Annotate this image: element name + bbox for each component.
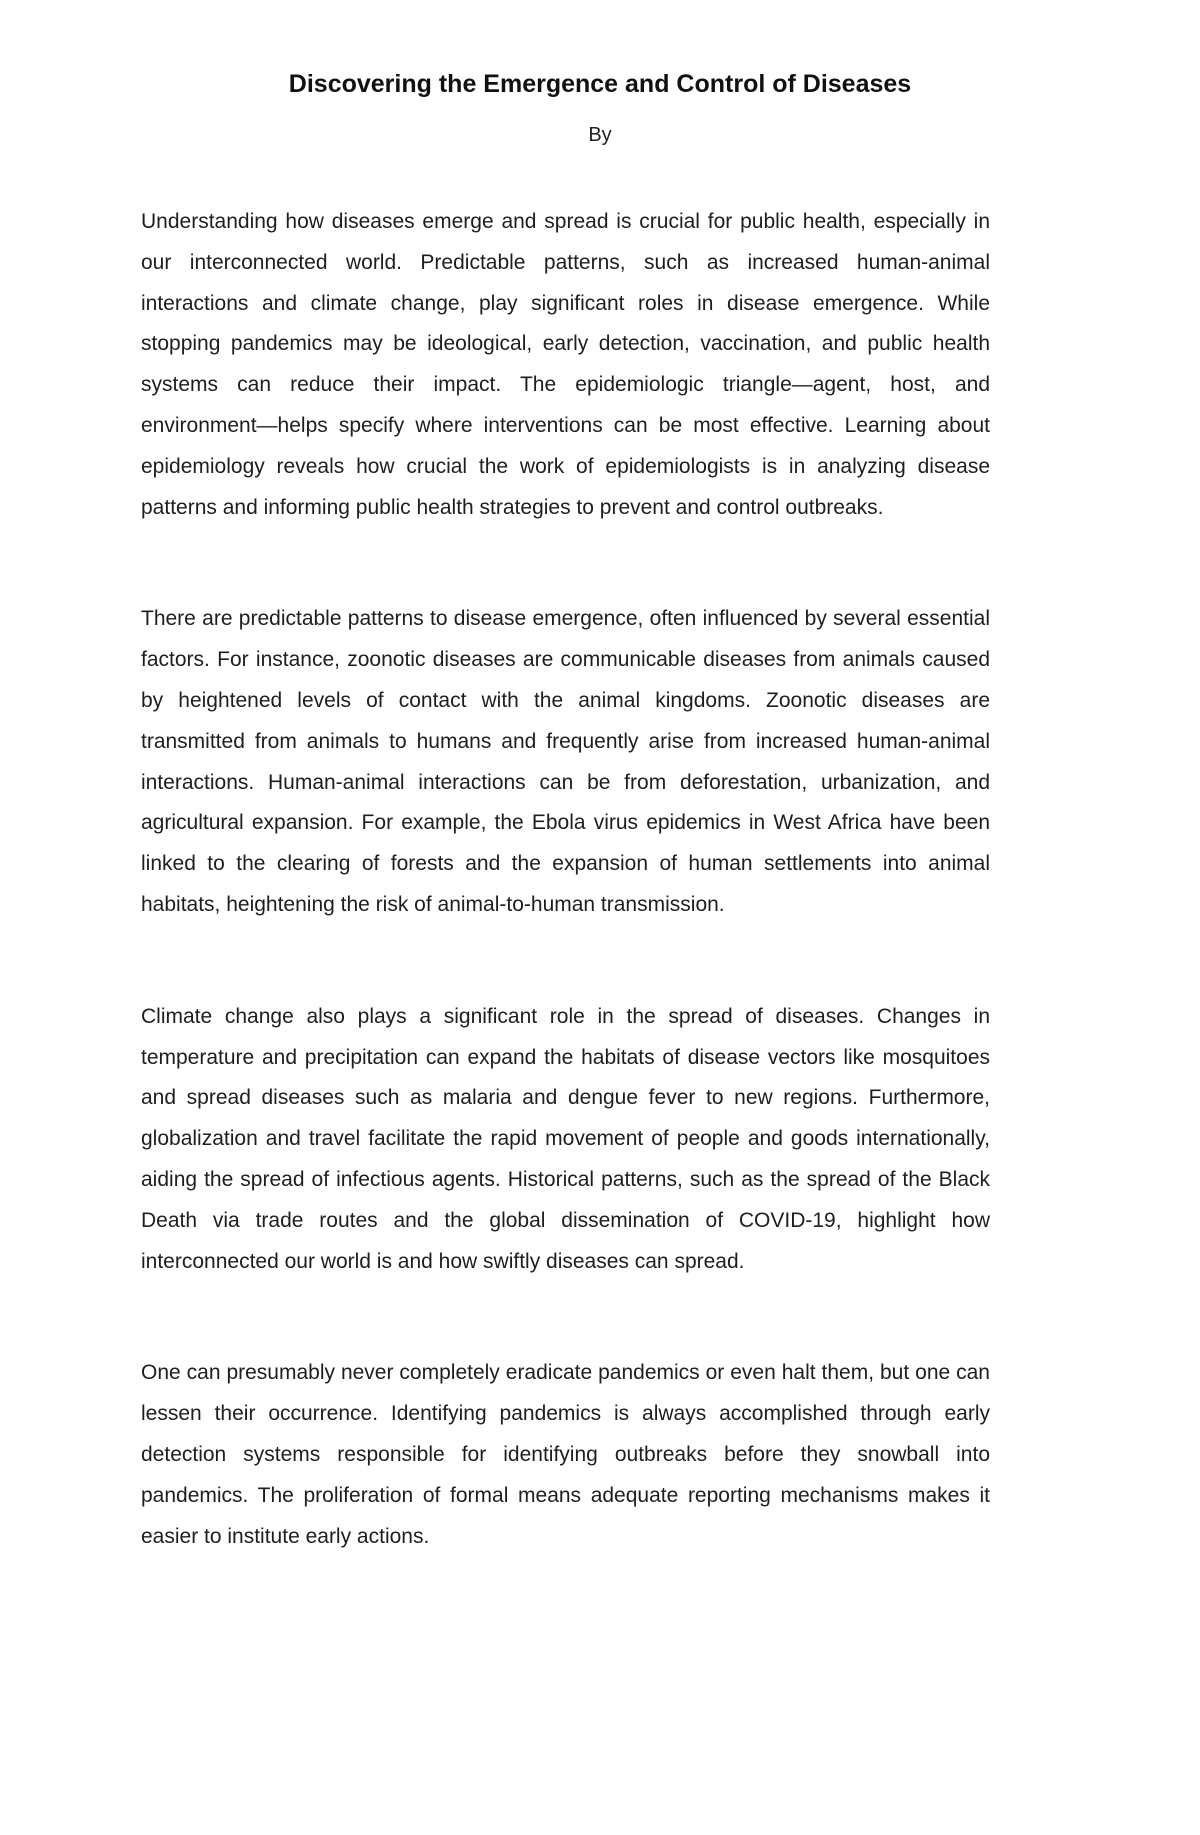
document-body	[141, 202, 990, 1628]
paragraph-pandemics: One can presumably never completely eradicate pandemics or even halt them, but one can lessen their occurrence. Identifying pandemics is always accomplished through early detection systems responsible for identifying outbreaks before they snowball into pandemics. The proliferation of formal means adequate reporting mechanisms makes it easier to institute early actions.	[141, 1361, 990, 1548]
paragraph-climate: Climate change also plays a significant role in the spread of diseases. Changes in temperature and precipitation can expand the habitats of disease vectors like mosquitoes and spread diseases such as malaria and dengue fever to new regions. Furthermore, globalization and travel facilitate the rapid movement of people and goods internationally, aiding the spread of infectious agents. Historical patterns, such as the spread of the Black Death via trade routes and the global dissemination of COVID-19, highlight how interconnected our world is and how swiftly diseases can spread.	[141, 1004, 990, 1273]
paragraph-zoonotic: There are predictable patterns to disease emergence, often influenced by several essential factors. For instance, zoonotic diseases are communicable diseases from animals caused by heightened levels of contact with the animal kingdoms. Zoonotic diseases are transmitted from animals to humans and frequently arise from increased human-animal interactions. Human-animal interactions can be from deforestation, urbanization, and agricultural expansion. For example, the Ebola virus epidemics in West Africa have been linked to the clearing of forests and the expansion of human settlements into animal habitats, heightening the risk of animal-to-human transmission.	[141, 607, 990, 916]
byline: By	[588, 124, 612, 146]
document-title: Discovering the Emergence and Control of Diseases	[288, 70, 912, 98]
paragraph-intro: Understanding how diseases emerge and spread is crucial for public health, especially in our interconnected world. Predictable patterns, such as increased human-animal interactions and climate change, play significant roles in disease emergence. While stopping pandemics may be ideological, early detection, vaccination, and public health systems can reduce their impact. The epidemiologic triangle—agent, host, and environment—helps specify where interventions can be most effective. Learning about epidemiology reveals how crucial the work of epidemiologists is in analyzing disease patterns and informing public health strategies to prevent and control outbreaks.	[141, 210, 990, 519]
